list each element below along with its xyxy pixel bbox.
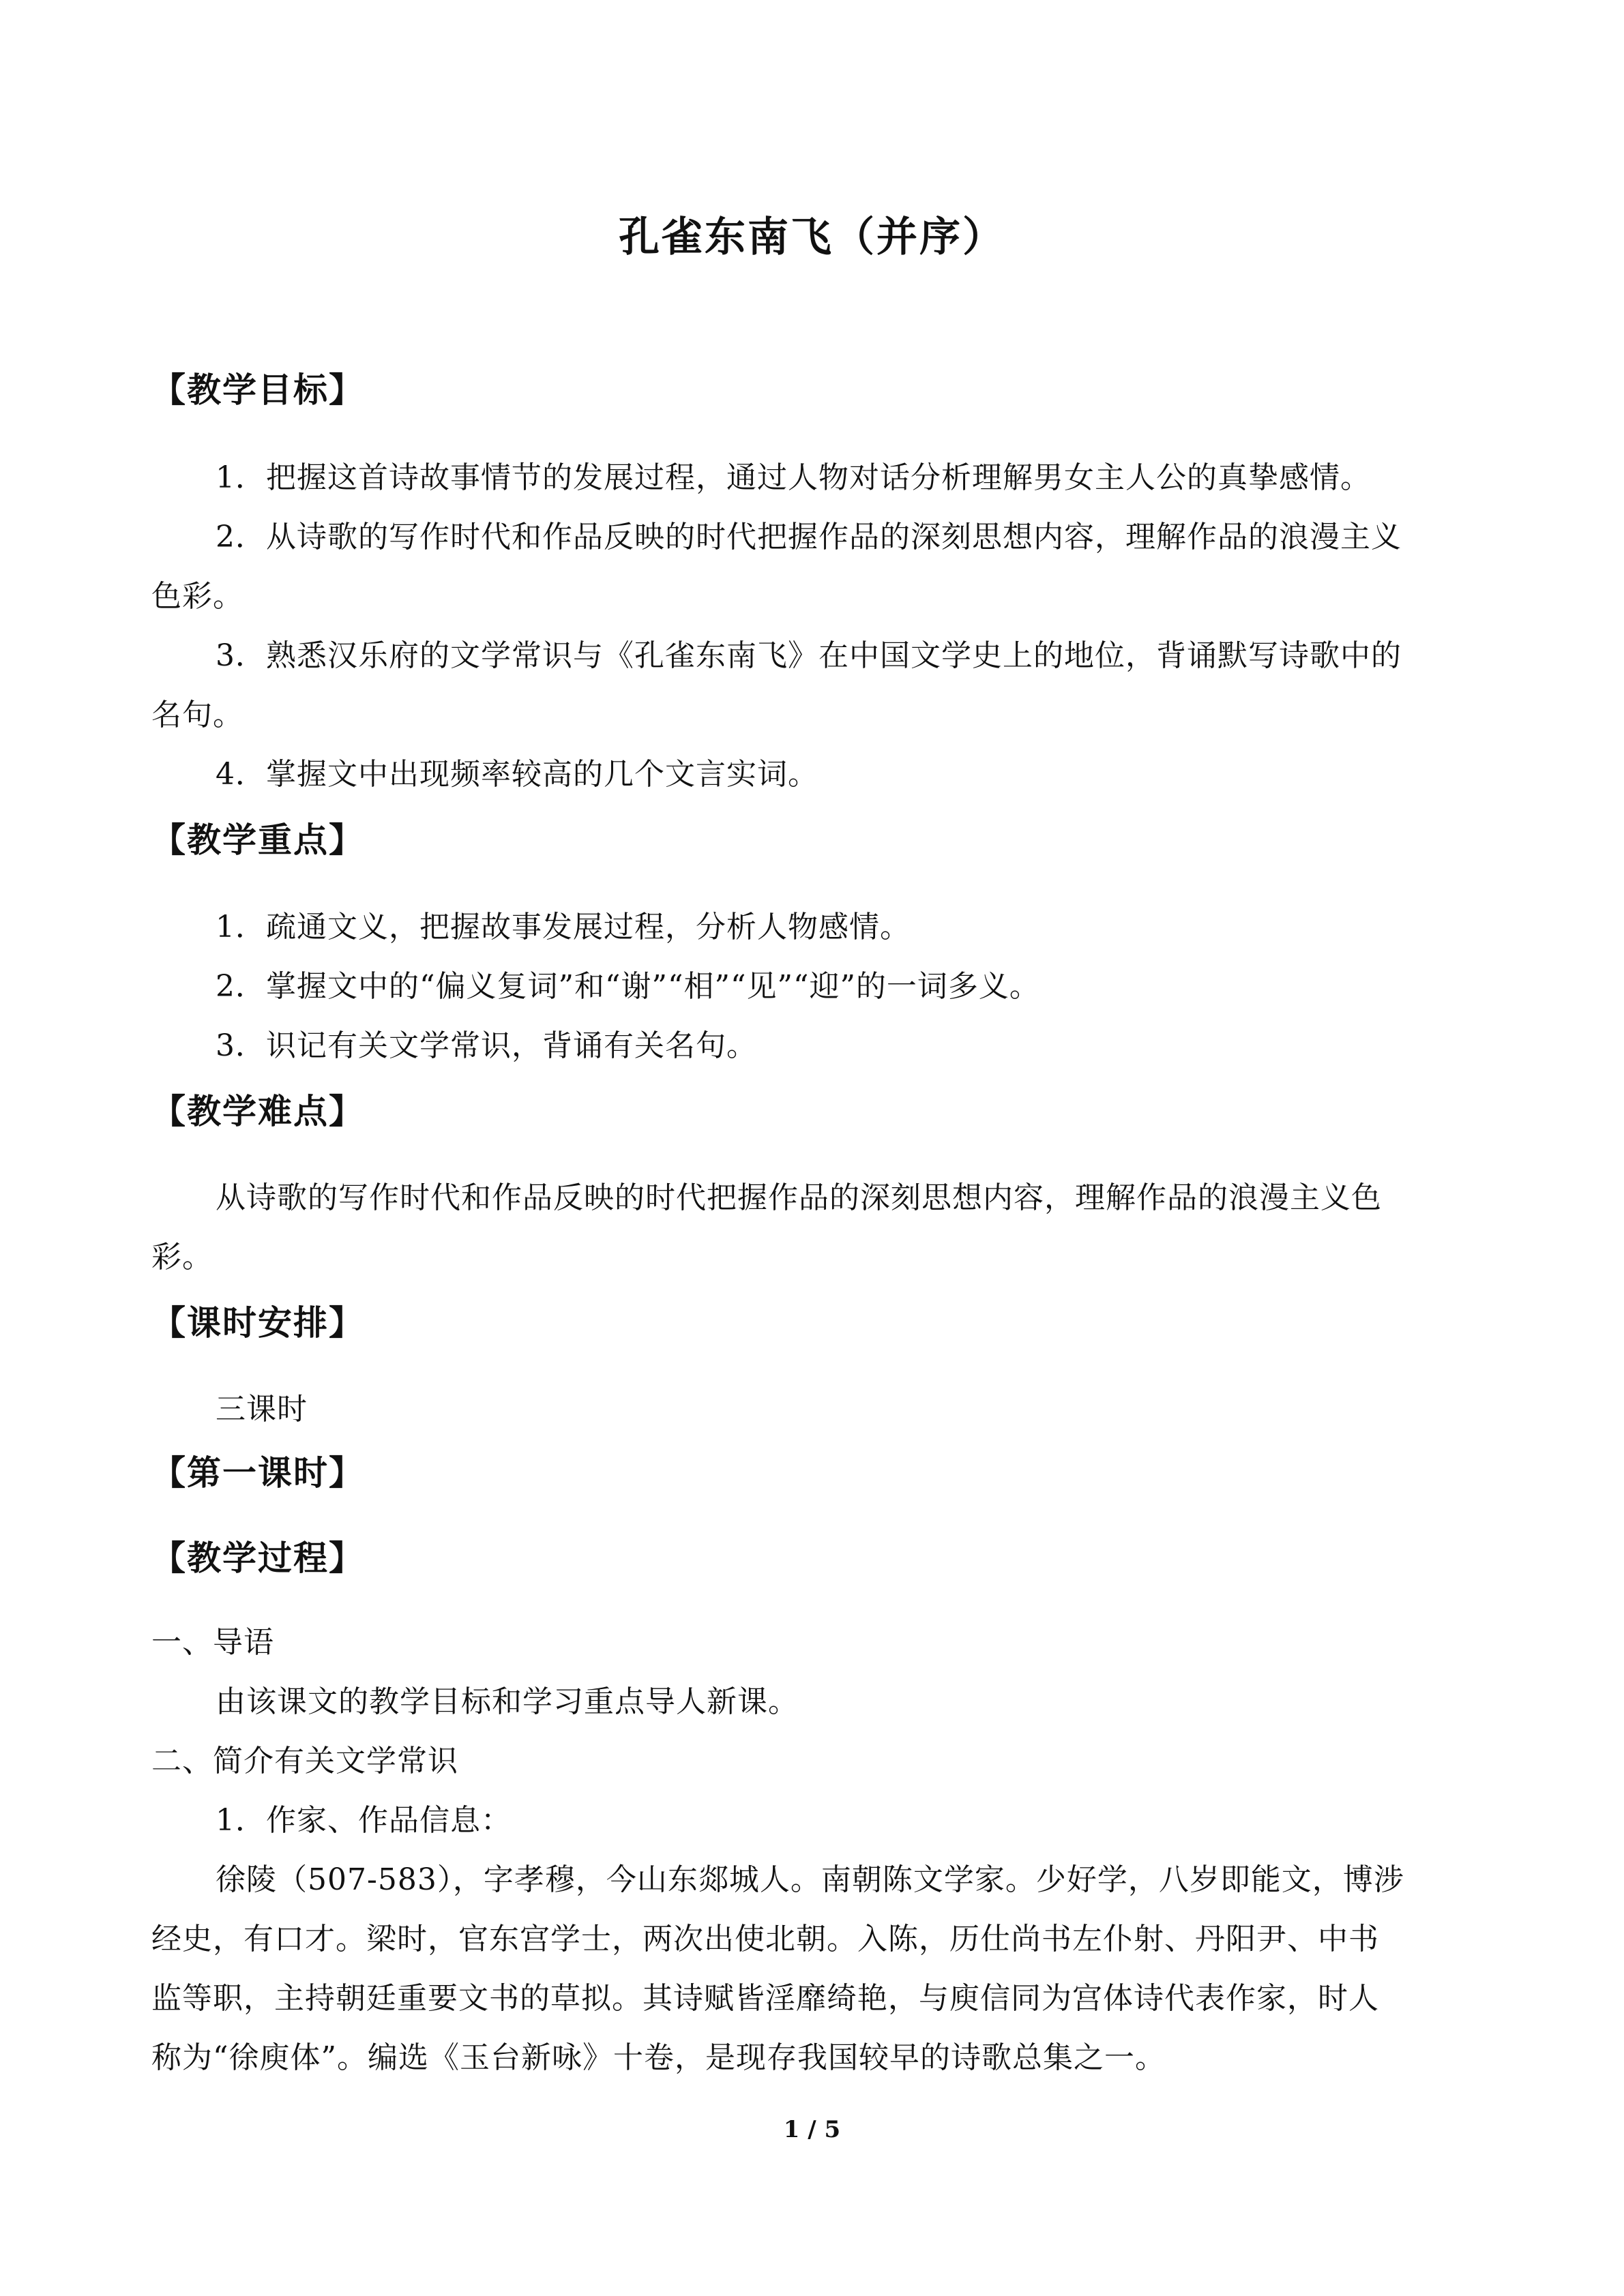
page-number: 1 / 5: [783, 2116, 841, 2143]
key-point-line-1: 1．疏通文义，把握故事发展过程，分析人物感情。: [216, 910, 911, 944]
goal-line-1: 1．把握这首诗故事情节的发展过程，通过人物对话分析理解男女主人公的真挚感情。: [216, 460, 1371, 495]
heading-key-points: 【教学重点】: [151, 820, 364, 860]
schedule-line: 三课时: [216, 1392, 308, 1427]
heading-first-lesson: 【第一课时】: [151, 1453, 364, 1493]
heading-schedule: 【课时安排】: [151, 1303, 364, 1343]
key-point-line-3: 3．识记有关文学常识，背诵有关名句。: [216, 1028, 757, 1063]
goal-line-4: 4．掌握文中出现频率较高的几个文言实词。: [216, 757, 818, 792]
document-title: 孔雀东南飞（并序）: [619, 213, 1005, 261]
heading-teaching-goals: 【教学目标】: [151, 370, 364, 410]
process-section-1-text: 由该课文的教学目标和学习重点导人新课。: [216, 1684, 799, 1719]
process-section-2-title: 二、简介有关文学常识: [151, 1744, 458, 1778]
heading-teaching-process: 【教学过程】: [151, 1538, 364, 1578]
author-bio-line-3: 监等职，主持朝廷重要文书的草拟。其诗赋皆淫靡绮艳，与庾信同为宫体诗代表作家，时人: [151, 1981, 1379, 2016]
difficulty-line-1: 从诗歌的写作时代和作品反映的时代把握作品的深刻思想内容，理解作品的浪漫主义色: [216, 1180, 1382, 1215]
key-point-line-2: 2．掌握文中的“偏义复词”和“谢”“相”“见”“迎”的一词多义。: [216, 969, 1040, 1004]
process-section-1-title: 一、导语: [151, 1625, 274, 1660]
goal-line-3-cont: 名句。: [151, 698, 243, 732]
process-subsection-1-title: 1．作家、作品信息：: [216, 1803, 512, 1838]
difficulty-line-1-cont: 彩。: [151, 1240, 213, 1274]
goal-line-2: 2．从诗歌的写作时代和作品反映的时代把握作品的深刻思想内容，理解作品的浪漫主义: [216, 520, 1402, 554]
author-bio-line-1: 徐陵（507-583），字孝穆，今山东郯城人。南朝陈文学家。少好学，八岁即能文，博涉: [216, 1862, 1404, 1897]
goal-line-3: 3．熟悉汉乐府的文学常识与《孔雀东南飞》在中国文学史上的地位，背诵默写诗歌中的: [216, 638, 1402, 673]
author-bio-line-4: 称为“徐庾体”。编选《玉台新咏》十卷，是现存我国较早的诗歌总集之一。: [151, 2040, 1166, 2075]
goal-line-2-cont: 色彩。: [151, 579, 243, 614]
heading-difficulties: 【教学难点】: [151, 1092, 364, 1131]
author-bio-line-2: 经史，有口才。梁时，官东宫学士，两次出使北朝。入陈，历仕尚书左仆射、丹阳尹、中书: [151, 1922, 1379, 1956]
